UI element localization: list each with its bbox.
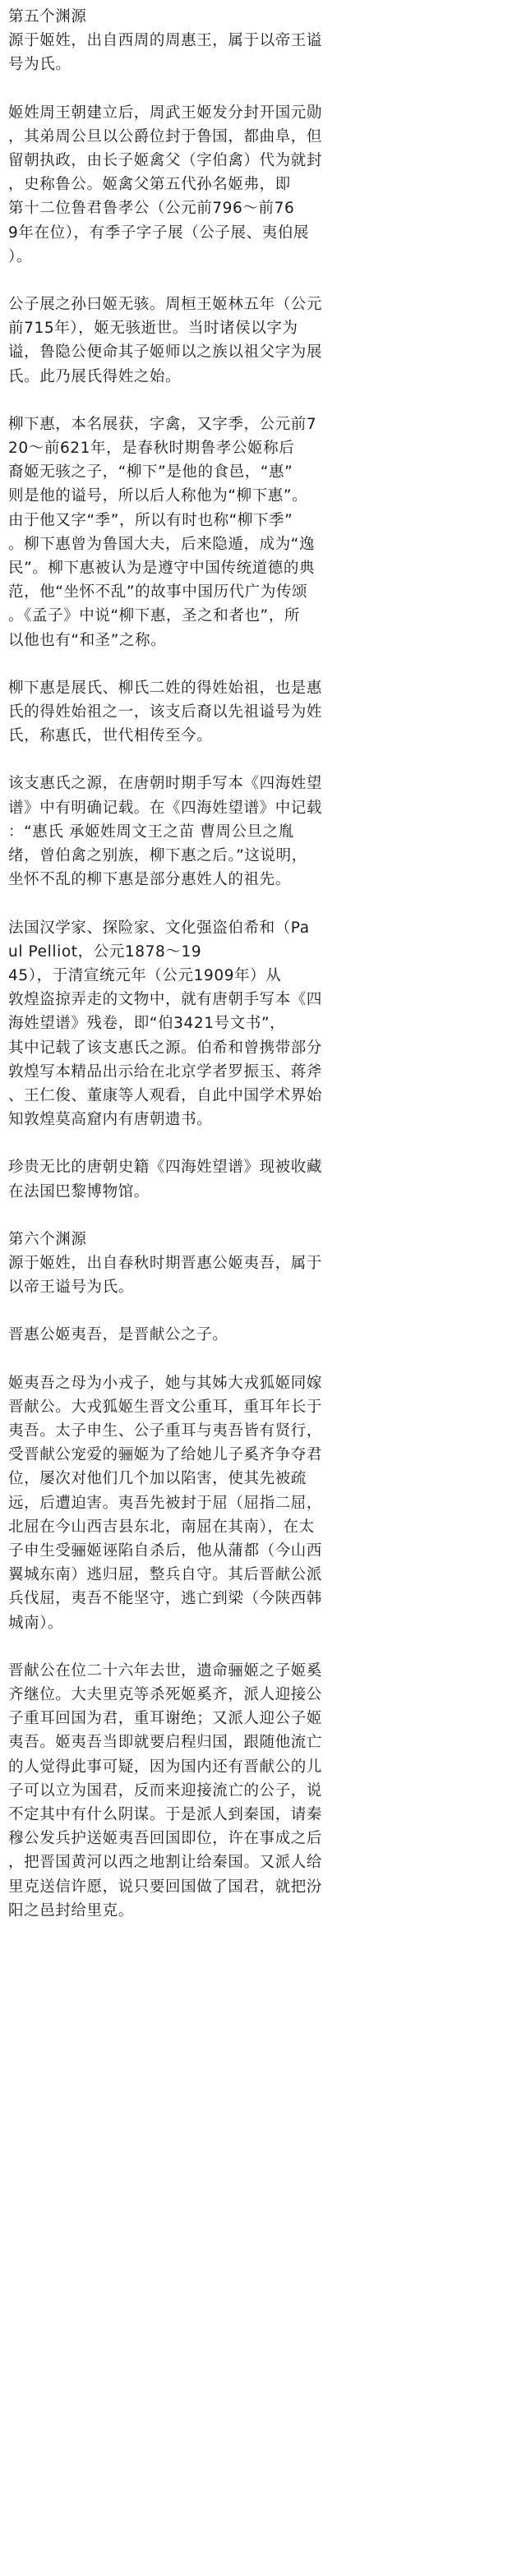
section-5-paragraph-7: 法国汉学家、探险家、文化强盗伯希和（Pa ul Pelliot，公元1878～19 45），于清宣统元年（公元1909年）从 敦煌盗掠弄走的文物中，就有唐朝手写本《四 海姓望谱》残卷，即“伯3421号文书”， 其中记载了该支惠氏之源。伯希和曾携带部分 敦煌写本精品出示给在北京学者罗振玉、蒋斧 、王仁俊、董康等人观看，自此中国学术界始 知敦煌莫高窟内有唐朝遗书。 bbox=[8, 919, 323, 1129]
section-6-paragraph-4: 晋献公在位二十六年去世，遗命骊姬之子姬奚 齐继位。大夫里克等杀死姬奚齐，派人迎接公 子重耳回国为君，重耳谢绝；又派人迎公子姬 夷吾。姬夷吾当即就要启程归国，跟随他流亡 的人觉得此事可疑，因为国内还有晋献公的儿 子可以立为国君，反而来迎接流亡的公子，说 不定其中有什么阴谋。于是派人到秦国，请秦 穆公发兵护送姬夷吾回国即位，许在事成之后 ，把晋国黄河以西之地割让给秦国。又派人给 里克送信许愿，说只要回国做了国君，就把汾 阳之邑封给里克。 bbox=[8, 1661, 323, 1919]
paragraph-spacer bbox=[8, 748, 518, 772]
paragraph-spacer bbox=[8, 1299, 518, 1323]
paragraph-spacer bbox=[8, 1204, 518, 1228]
paragraph-spacer bbox=[8, 1131, 518, 1155]
paragraph-spacer bbox=[8, 269, 518, 293]
section-6-paragraph-1: 源于姬姓，出自春秋时期晋惠公姬夷吾，属于 以帝王谥号为氏。 bbox=[8, 1254, 323, 1297]
paragraph-spacer bbox=[8, 1635, 518, 1659]
section-5-heading: 第五个渊源 bbox=[8, 8, 87, 25]
section-5-paragraph-4: 柳下惠，本名展获，字禽，又字季，公元前7 20～前621年，是春秋时期鲁孝公姬称后 裔姬无骇之子，“柳下”是他的食邑，“惠” 则是他的谥号，所以后人称他为“柳下惠”。 由于他又字“季”，所以有时也称“柳下季” 。柳下惠曾为鲁国大夫，后来隐遁，成为“逸 民”。柳下惠被认为是遵守中国传统道德的典 范，他“坐怀不乱”的故事中国历代广为传颂 。《孟子》中说“柳下惠，圣之和者也”，所 以他也有“和圣”之称。 bbox=[8, 415, 317, 649]
paragraph-spacer bbox=[8, 652, 518, 676]
section-5-paragraph-1: 源于姬姓，出自西周的周惠王，属于以帝王谥 号为氏。 bbox=[8, 32, 323, 74]
section-6-paragraph-3: 姬夷吾之母为小戎子，她与其姊大戎狐姬同嫁 晋献公。大戎狐姬生晋文公重耳，重耳年长于 夷吾。太子申生、公子重耳与夷吾皆有贤行， 受晋献公宠爱的骊姬为了给她儿子奚齐争夺君 位，屡次对他们几个加以陷害，使其先被疏 远，后遭迫害。夷吾先被封于屈（屈指二屈， 北屈在今山西吉县东北，南屈在其南），在太 子申生受骊姬诬陷自杀后，他从蒲都（今山西 翼城东南）逃归屈，整兵自守。其后晋献公派 兵伐屈，夷吾不能坚守，逃亡到梁（今陕西韩 城南）。 bbox=[8, 1374, 323, 1632]
paragraph-spacer bbox=[8, 389, 518, 412]
section-5-paragraph-5: 柳下惠是展氏、柳氏二姓的得姓始祖，也是惠 氏的得姓始祖之一，该支后裔以先祖谥号为姓 氏，称惠氏，世代相传至今。 bbox=[8, 679, 323, 745]
section-6-heading: 第六个渊源 bbox=[8, 1230, 87, 1248]
section-5-paragraph-8: 珍贵无比的唐朝史籍《四海姓望谱》现被收藏 在法国巴黎博物馆。 bbox=[8, 1159, 323, 1200]
section-5-paragraph-3: 公子展之孙曰姬无骇。周桓王姬林五年（公元 前715年），姬无骇逝世。当时诸侯以字为 谥，鲁隐公便命其子姬师以之族以祖父字为展 氏。此乃展氏得姓之始。 bbox=[8, 296, 323, 385]
paragraph-spacer bbox=[8, 892, 518, 916]
paragraph-spacer bbox=[8, 77, 518, 101]
section-6-paragraph-2: 晋惠公姬夷吾，是晋献公之子。 bbox=[8, 1326, 228, 1344]
section-5-paragraph-2: 姬姓周王朝建立后，周武王姬发分封开国元勋 ，其弟周公旦以公爵位封于鲁国，都曲阜，但 留朝执政，由长子姬禽父（字伯禽）代为就封 ，史称鲁公。姬禽父第五代孙名姬弗，即 第十二位鲁君鲁孝公（公元前796～前76 9年在位），有季子字子展（公子展、夷伯展 ）。 bbox=[8, 104, 323, 265]
paragraph-spacer bbox=[8, 1348, 518, 1371]
section-5-paragraph-6: 该支惠氏之源，在唐朝时期手写本《四海姓望 谱》中有明确记载。在《四海姓望谱》中记载 ：“惠氏 承姬姓周文王之苗 曹周公旦之胤 绪，曾伯禽之别族，柳下惠之后。”这说明， 坐怀不乱的柳下惠是部分惠姓人的祖先。 bbox=[8, 775, 323, 889]
